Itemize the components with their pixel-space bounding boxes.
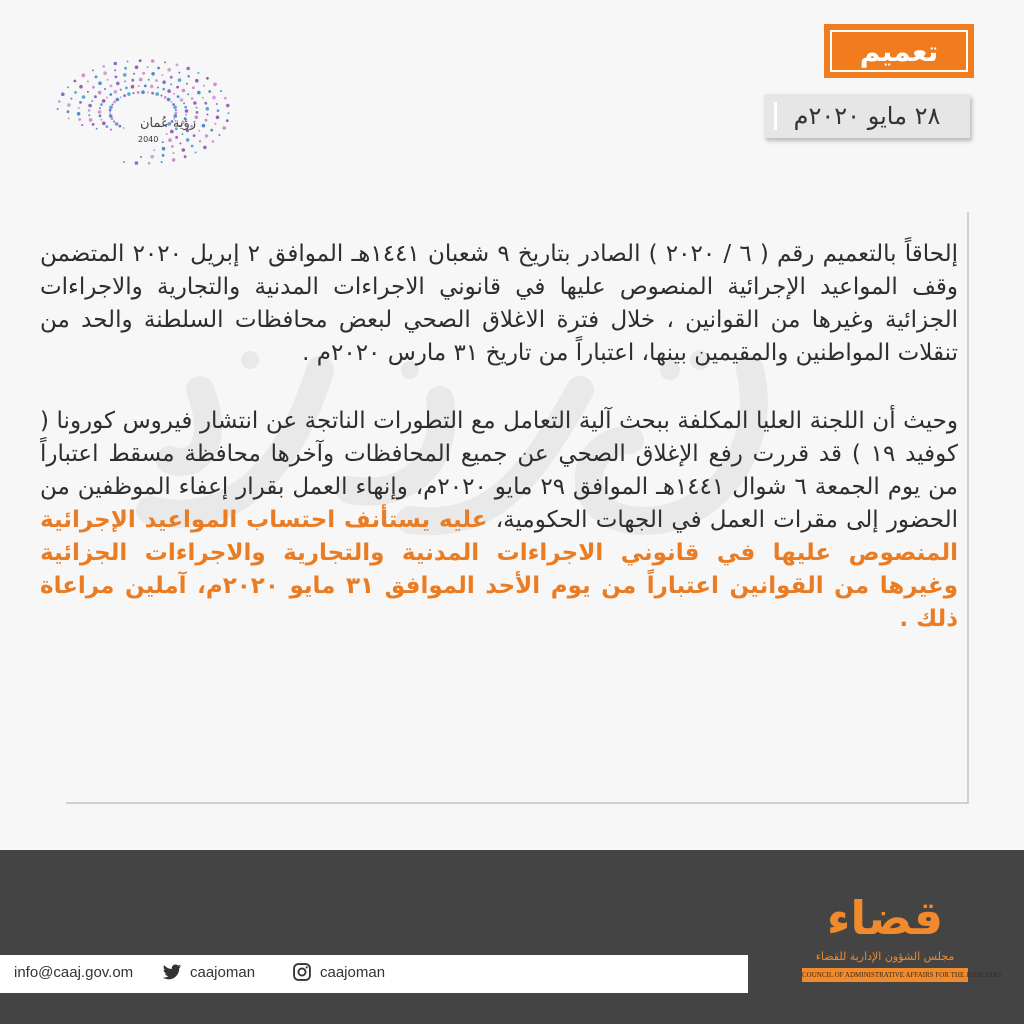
vision-logo-dot	[204, 102, 207, 105]
vision-logo-dot	[184, 106, 187, 109]
vision-logo-dot	[135, 161, 139, 165]
vision-logo-dot	[123, 73, 127, 77]
vision-logo-dot	[99, 107, 101, 109]
vision-logo-dot	[212, 140, 215, 143]
vision-logo-dot	[67, 110, 70, 113]
vision-logo-dot	[175, 109, 177, 111]
vision-logo-dot	[79, 85, 83, 89]
vision-logo-dot	[123, 127, 125, 129]
vision-logo-dot	[92, 86, 95, 89]
vision-logo-dot	[176, 64, 179, 67]
vision-logo-dot	[79, 101, 82, 104]
vision-logo-dot	[140, 156, 142, 158]
vision-logo-dot	[103, 71, 107, 75]
vision-logo-dot	[147, 91, 149, 93]
vision-logo-dot	[187, 75, 190, 78]
twitter-contact[interactable]	[162, 962, 255, 982]
vision-logo-dot	[78, 107, 80, 109]
vision-logo-dot	[144, 85, 147, 88]
vision-logo-dot	[191, 145, 194, 148]
vision-logo-dot	[106, 125, 109, 128]
vision-logo-dot	[106, 97, 108, 99]
vision-logo-dot	[100, 103, 103, 106]
vision-logo-dot	[151, 59, 155, 63]
vision-logo-dot	[206, 114, 208, 116]
vision-logo-dot	[166, 133, 168, 135]
content-frame-right	[967, 212, 969, 804]
vision-logo-dot	[224, 97, 227, 100]
vision-logo-dot	[57, 108, 59, 110]
vision-logo-dot	[127, 92, 131, 96]
vision-logo-dot	[109, 114, 113, 118]
vision-logo-dot	[167, 98, 171, 102]
vision-logo-dot	[110, 129, 112, 131]
vision-logo-dot	[148, 79, 150, 81]
vision-logo-dot	[185, 109, 189, 113]
vision-logo-dot	[92, 69, 94, 71]
vision-logo-year: 2040	[138, 135, 159, 144]
vision-logo-dot	[206, 107, 210, 111]
vision-logo-dot	[182, 148, 186, 152]
vision-logo-dot	[81, 124, 83, 126]
vision-logo-dot	[70, 98, 72, 100]
vision-logo-dot	[216, 103, 218, 105]
vision-logo-dot	[196, 107, 198, 109]
vision-logo-dot	[87, 81, 89, 83]
vision-logo-dot	[155, 92, 159, 96]
vision-logo-dot	[217, 109, 220, 112]
caaj-logo	[800, 888, 1003, 998]
vision-logo-dot	[94, 95, 97, 98]
vision-logo-dot	[157, 67, 160, 70]
vision-logo-dot	[123, 94, 126, 97]
vision-logo-dot	[222, 126, 226, 130]
vision-logo-dot	[172, 103, 175, 106]
vision-logo-dot	[116, 82, 120, 86]
vision-logo-dot	[77, 112, 81, 116]
vision-logo-dot	[125, 87, 128, 90]
vision-logo-dot	[111, 117, 114, 120]
vision-logo-dot	[88, 109, 91, 112]
vision-logo-dot	[162, 141, 164, 143]
paragraph-2	[40, 405, 958, 636]
vision-logo-dot	[109, 109, 112, 112]
vision-logo-dot	[82, 95, 86, 99]
vision-logo-dot	[88, 104, 92, 108]
vision-logo-dot	[120, 96, 122, 98]
vision-logo-dot	[89, 118, 93, 122]
vision-logo-dot	[226, 104, 230, 108]
vision-logo-dot	[124, 67, 127, 70]
vision-logo-dot	[58, 100, 61, 103]
vision-logo-dot	[98, 91, 102, 95]
vision-logo-text: رؤية عُمان	[140, 116, 197, 131]
instagram-icon	[292, 962, 312, 982]
vision-logo-dot	[164, 61, 166, 63]
vision-logo-dot	[181, 133, 183, 135]
vision-logo-dot	[197, 72, 199, 74]
vision-logo-dot	[203, 85, 205, 87]
vision-logo-dot	[98, 110, 102, 114]
vision-logo-dot	[131, 79, 134, 82]
vision-logo-dot	[151, 72, 155, 76]
vision-logo-dot	[119, 125, 122, 128]
vision-logo-dot	[193, 101, 197, 105]
vision-logo-dot	[173, 152, 175, 154]
vision-logo-dot	[162, 147, 166, 151]
vision-logo-dot	[228, 112, 230, 114]
vision-logo-dot	[150, 85, 154, 89]
vision-logo-dot	[164, 96, 167, 99]
vision-logo-dot	[113, 121, 115, 123]
vision-logo-dot	[161, 74, 163, 76]
vision-logo-dot	[135, 65, 139, 69]
vision-logo-dot	[95, 76, 98, 79]
instagram-handle[interactable]: caajoman	[320, 963, 386, 981]
vision-logo-dot	[110, 85, 113, 88]
vision-logo-dot	[131, 85, 135, 89]
vision-logo-dot	[91, 100, 93, 102]
vision-logo-dot	[150, 155, 154, 159]
instagram-contact[interactable]	[292, 962, 385, 982]
vision-logo-dot	[186, 138, 190, 142]
vision-logo-dot	[192, 86, 195, 89]
vision-logo-dot	[178, 78, 182, 82]
vision-logo-dot	[74, 80, 77, 83]
vision-logo-dot	[124, 80, 126, 82]
vision-logo-dot	[109, 112, 111, 114]
vision-logo-dot	[155, 79, 158, 82]
caaj-logo-english-name: COUNCIL OF ADMINISTRATIVE AFFAIRS FOR THE JUDICIARY	[802, 968, 968, 982]
vision-logo-dot	[210, 129, 213, 132]
vision-logo-dot	[114, 90, 118, 94]
vision-logo-dot	[184, 155, 187, 158]
vision-logo-dot	[88, 114, 90, 116]
vision-logo-dot	[186, 67, 190, 71]
vision-logo-dot	[139, 78, 143, 82]
vision-logo-dot	[178, 72, 180, 74]
vision-logo-dot	[137, 91, 140, 94]
vision-logo-dot	[151, 92, 154, 95]
vision-logo-dot	[162, 154, 165, 157]
vision-logo-dot	[99, 115, 102, 118]
vision-logo-dot	[170, 83, 172, 85]
email-contact[interactable]	[14, 964, 133, 981]
vision-logo-dot	[96, 128, 98, 130]
oman-vision-2040-logo	[55, 52, 205, 162]
vision-logo-dot	[132, 92, 134, 94]
vision-logo-dot	[138, 85, 140, 87]
vision-logo-dot	[153, 149, 155, 151]
vision-logo-dot	[148, 162, 151, 165]
vision-logo-dot	[214, 123, 216, 125]
vision-logo-dot	[198, 130, 200, 132]
vision-logo-dot	[197, 91, 201, 95]
vision-logo-dot	[67, 103, 71, 107]
paragraph-2-highlight: عليه يستأنف احتساب المواعيد الإجرائية المنصوص عليها في قانوني الاجراءات المدنية والتجارية والاجراءات الجزائية وغيرها من القوانين اعتباراً من يوم الأحد الموافق ٣١ مايو ٢٠٢٠م، آملين مراعاة ذلك .	[40, 507, 958, 632]
vision-logo-dot	[102, 122, 106, 126]
vision-logo-dot	[186, 83, 188, 85]
vision-logo-dot	[202, 97, 204, 99]
caaj-logo-arabic-name: مجلس الشؤون الإدارية للقضاء	[815, 950, 955, 963]
vision-logo-dot	[205, 134, 209, 138]
vision-logo-dot	[82, 74, 86, 78]
vision-logo-dot	[173, 93, 175, 95]
vision-logo-dot	[162, 80, 166, 84]
page-title: تعميم	[859, 34, 939, 68]
vision-logo-dot	[161, 161, 163, 163]
vision-logo-dot	[102, 99, 106, 103]
vision-logo-dot	[127, 61, 129, 63]
vision-logo-dot	[113, 101, 116, 104]
vision-logo-dot	[147, 66, 149, 68]
vision-logo-dot	[120, 89, 122, 91]
vision-logo-dot	[167, 89, 171, 93]
vision-logo-dot	[92, 123, 95, 126]
vision-logo-dot	[139, 59, 142, 62]
vision-logo-dot	[193, 134, 196, 137]
vision-logo-dot	[74, 91, 77, 94]
vision-logo-dot	[175, 112, 178, 115]
vision-logo-dot	[109, 93, 112, 96]
vision-logo-dot	[191, 97, 194, 100]
vision-logo-dot	[208, 90, 211, 93]
vision-logo-dot	[216, 116, 220, 120]
paragraph-2-text: وحيث أن اللجنة العليا المكلفة ببحث آلية التعامل مع التطورات الناتجة عن انتشار فيروس كورونا ( كوفيد ١٩ ) قد قررت رفع الإغلاق الصحي عن جميع المحافظات وآخرها محافظة مسقط اعتباراً من يوم الجمعة ٦ شوال ١٤٤١هـ الموافق ٢٩ مايو ٢٠٢٠م، وإنهاء العمل بقرار إعفاء الموظفين من الحضور إلى مقرات العمل في الجهات الحكومية،	[40, 408, 959, 533]
twitter-icon	[162, 962, 182, 982]
title-badge	[824, 24, 974, 78]
vision-logo-dot	[172, 158, 176, 162]
paragraph-1: إلحاقاً بالتعميم رقم ( ٦ / ٢٠٢٠ ) الصادر بتاريخ ٩ شعبان ١٤٤١هـ الموافق ٢ إبريل ٢٠٢٠ المتضمن وقف المواعيد الإجرائية المنصوص عليها في قانوني الاجراءات المدنية والتجارية والاجراءات الجزائية وغيرها من القوانين ، خلال فترة الاغلاق الصحي لبعض محافظات السلطنة والحد من تنقلات المواطنين والمقيمين بينها، اعتباراً من تاريخ ٣١ مارس ٢٠٢٠م .	[40, 241, 958, 366]
vision-logo-dot	[177, 95, 180, 98]
vision-logo-dot	[141, 90, 145, 94]
vision-logo-dot	[170, 101, 172, 103]
circular-body	[40, 238, 958, 671]
vision-logo-dot	[176, 86, 179, 89]
vision-logo-dot	[68, 117, 70, 119]
date-box	[764, 94, 970, 138]
vision-logo-dot	[114, 62, 118, 66]
vision-logo-dot	[104, 88, 106, 90]
vision-logo-dot	[171, 145, 174, 148]
circular-date: ٢٨ مايو ٢٠٢٠م	[793, 102, 941, 130]
vision-logo-dot	[61, 92, 65, 96]
vision-logo-dot	[112, 104, 114, 106]
vision-logo-dot	[123, 161, 125, 163]
caaj-logo-word: قضاء	[826, 891, 944, 945]
vision-logo-dot	[218, 134, 220, 136]
vision-logo-dot	[170, 76, 173, 79]
vision-logo-dot	[168, 138, 172, 142]
vision-logo-dot	[179, 143, 181, 145]
vision-logo-dot	[115, 76, 118, 79]
vision-logo-dot	[167, 68, 171, 72]
content-frame-bottom	[66, 802, 969, 804]
vision-logo-dot	[196, 111, 199, 114]
vision-logo-dot	[98, 81, 102, 85]
vision-logo-dot	[220, 90, 222, 92]
vision-logo-dot	[109, 106, 113, 110]
vision-logo-dot	[212, 96, 216, 100]
vision-logo-dot	[206, 77, 209, 80]
vision-logo-dot	[199, 140, 201, 142]
vision-logo-dot	[213, 83, 217, 87]
email-link[interactable]: info@caaj.gov.om	[14, 964, 134, 981]
vision-logo-dot	[173, 106, 177, 110]
vision-logo-dot	[203, 146, 207, 150]
vision-logo-dot	[183, 102, 185, 104]
vision-logo-dot	[175, 136, 178, 139]
vision-logo-dot	[205, 119, 208, 122]
vision-logo-dot	[67, 86, 69, 88]
vision-logo-dot	[180, 98, 184, 102]
vision-logo-dot	[160, 95, 162, 97]
vision-logo-dot	[87, 91, 89, 93]
twitter-handle[interactable]: caajoman	[190, 963, 256, 981]
vision-logo-dot	[162, 88, 165, 91]
vision-logo-dot	[114, 69, 116, 71]
vision-logo-dot	[116, 98, 120, 102]
vision-logo-dot	[202, 124, 206, 128]
vision-logo-dot	[195, 79, 199, 83]
vision-logo-dot	[182, 89, 186, 93]
vision-logo-dot	[100, 119, 102, 121]
vision-logo-dot	[115, 122, 119, 126]
vision-logo-dot	[142, 72, 145, 75]
vision-logo-dot	[157, 87, 159, 89]
vision-logo-dot	[107, 79, 109, 81]
vision-logo-dot	[195, 152, 197, 154]
vision-logo-dot	[226, 119, 229, 122]
vision-logo-dot	[133, 73, 135, 75]
vision-logo-dot	[187, 93, 189, 95]
vision-logo-dot	[78, 118, 81, 121]
vision-logo-dot	[102, 65, 105, 68]
